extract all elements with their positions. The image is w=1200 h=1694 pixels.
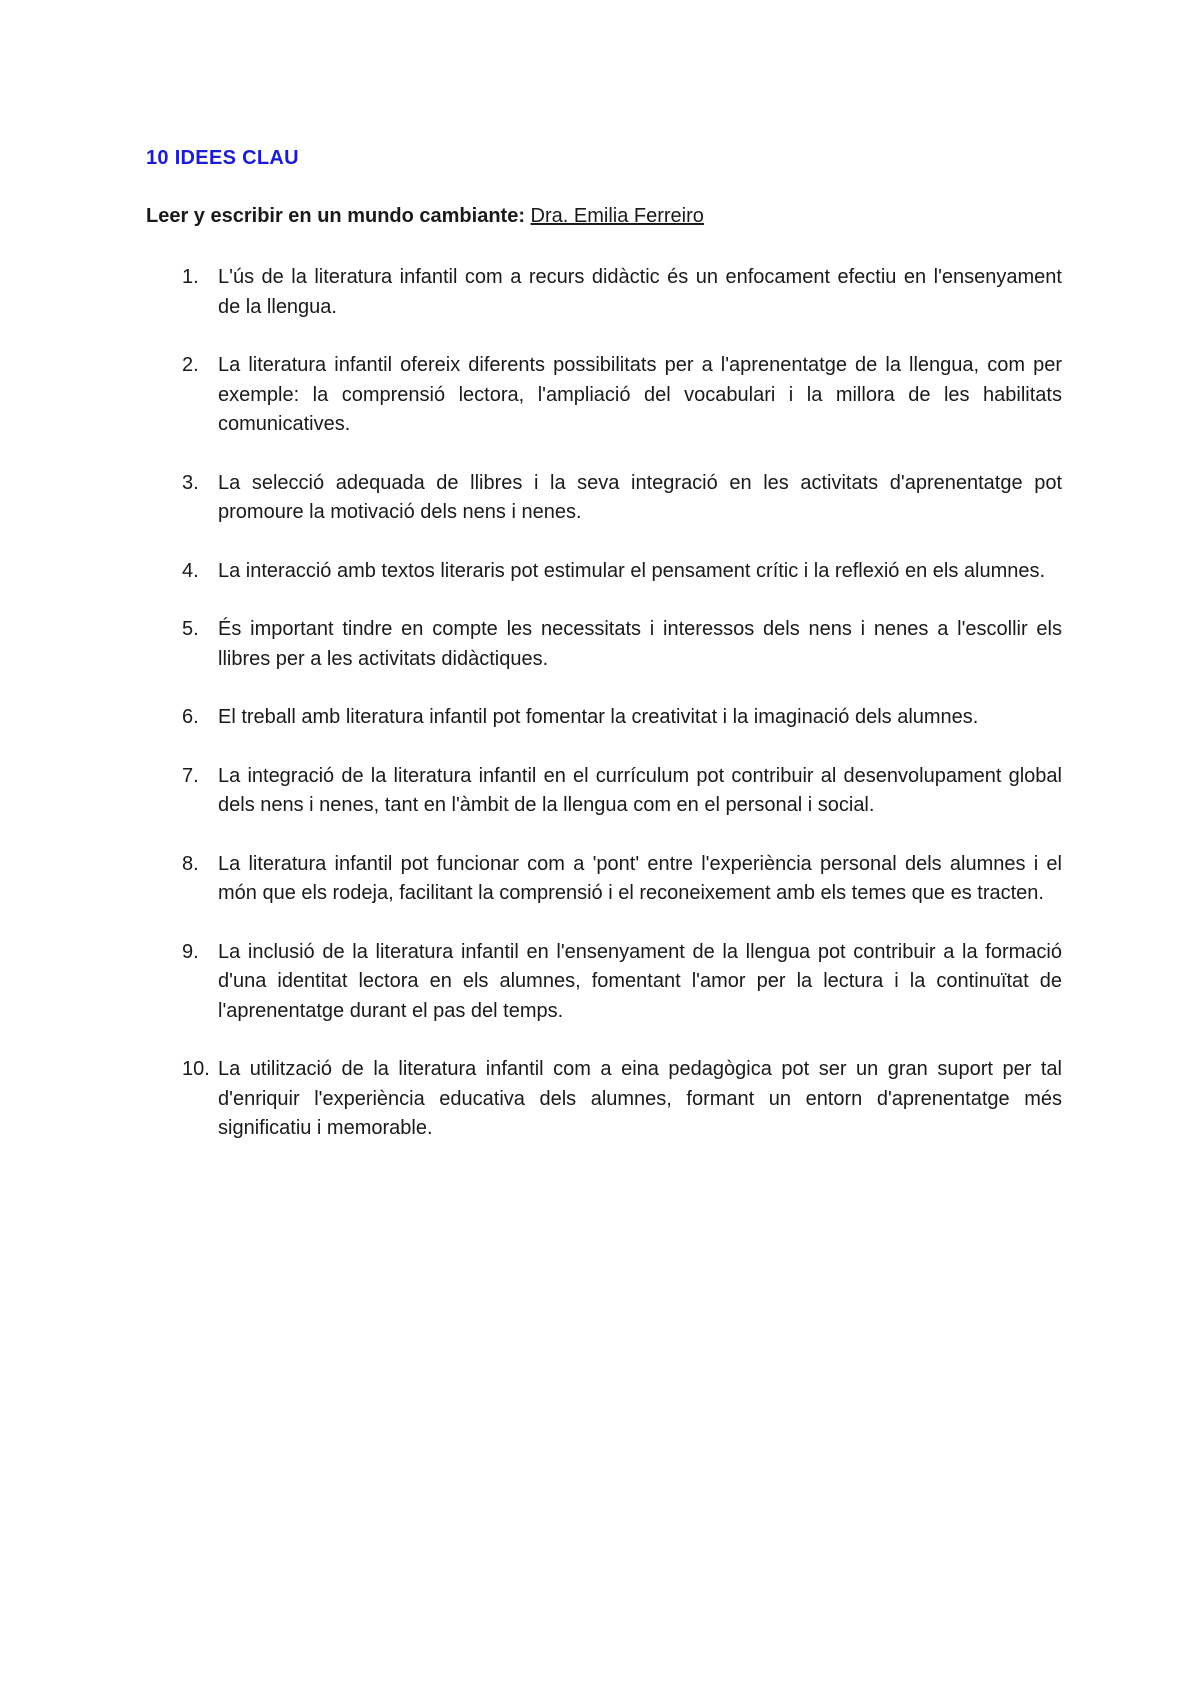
subtitle-author: Dra. Emilia Ferreiro	[530, 205, 704, 227]
key-ideas-list	[146, 263, 1062, 1144]
list-item	[146, 469, 1062, 528]
list-item-text: La interacció amb textos literaris pot estimular el pensament crític i la reflexió en els alumnes.	[218, 559, 1046, 582]
subtitle-work-title: Leer y escribir en un mundo cambiante:	[146, 205, 525, 227]
list-item-number: 5.	[182, 618, 199, 640]
list-item-number: 2.	[182, 354, 199, 376]
list-item-number: 4.	[182, 559, 199, 582]
list-item-text: La literatura infantil ofereix diferents possibilitats per a l'aprenentatge de la llengua, com per exemple: la comprensió lectora, l'ampliació del vocabulari i la millora de les habilitats comunicatives.	[218, 354, 1062, 435]
list-item-number: 9.	[182, 940, 199, 963]
document-subtitle	[146, 203, 1062, 229]
list-item	[146, 703, 1062, 733]
document-body	[146, 145, 1062, 1173]
list-item-number: 7.	[182, 764, 199, 787]
list-item	[146, 351, 1062, 440]
list-item-text: La integració de la literatura infantil en el currículum pot contribuir al desenvolupament global dels nens i nenes, tant en l'àmbit de la llengua com en el personal i social.	[218, 764, 1062, 816]
list-item-text: La literatura infantil pot funcionar com a 'pont' entre l'experiència personal dels alumnes i el món que els rodeja, facilitant la comprensió i el reconeixement amb els temes que es tracten.	[218, 852, 1062, 904]
list-item-text: L'ús de la literatura infantil com a recurs didàctic és un enfocament efectiu en l'ensenyament de la llengua.	[218, 266, 1062, 318]
list-item-number: 8.	[182, 852, 199, 875]
list-item	[146, 1055, 1062, 1144]
list-item	[146, 263, 1062, 322]
list-item-text: La utilització de la literatura infantil com a eina pedagògica pot ser un gran suport per tal d'enriquir l'experiència educativa dels alumnes, formant un entorn d'aprenentatge més significatiu i memorable.	[218, 1058, 1062, 1139]
list-item-text: La selecció adequada de llibres i la seva integració en les activitats d'aprenentatge pot promoure la motivació dels nens i nenes.	[218, 471, 1062, 523]
list-item-number: 10.	[182, 1058, 210, 1080]
list-item-text: La inclusió de la literatura infantil en l'ensenyament de la llengua pot contribuir a la formació d'una identitat lectora en els alumnes, fomentant l'amor per la lectura i la continuïtat de l'aprenentatge durant el pas del temps.	[218, 940, 1062, 1022]
list-item	[146, 557, 1062, 587]
document-title: 10 IDEES CLAU	[146, 147, 299, 169]
list-item-number: 3.	[182, 471, 199, 494]
list-item	[146, 615, 1062, 674]
list-item-number: 6.	[182, 706, 199, 728]
list-item-text: El treball amb literatura infantil pot fomentar la creativitat i la imaginació dels alumnes.	[218, 706, 979, 728]
list-item	[146, 938, 1062, 1027]
list-item-text: És important tindre en compte les necessitats i interessos dels nens i nenes a l'escollir els llibres per a les activitats didàctiques.	[218, 618, 1062, 670]
list-item-number: 1.	[182, 266, 199, 288]
list-item	[146, 762, 1062, 821]
list-item	[146, 850, 1062, 909]
